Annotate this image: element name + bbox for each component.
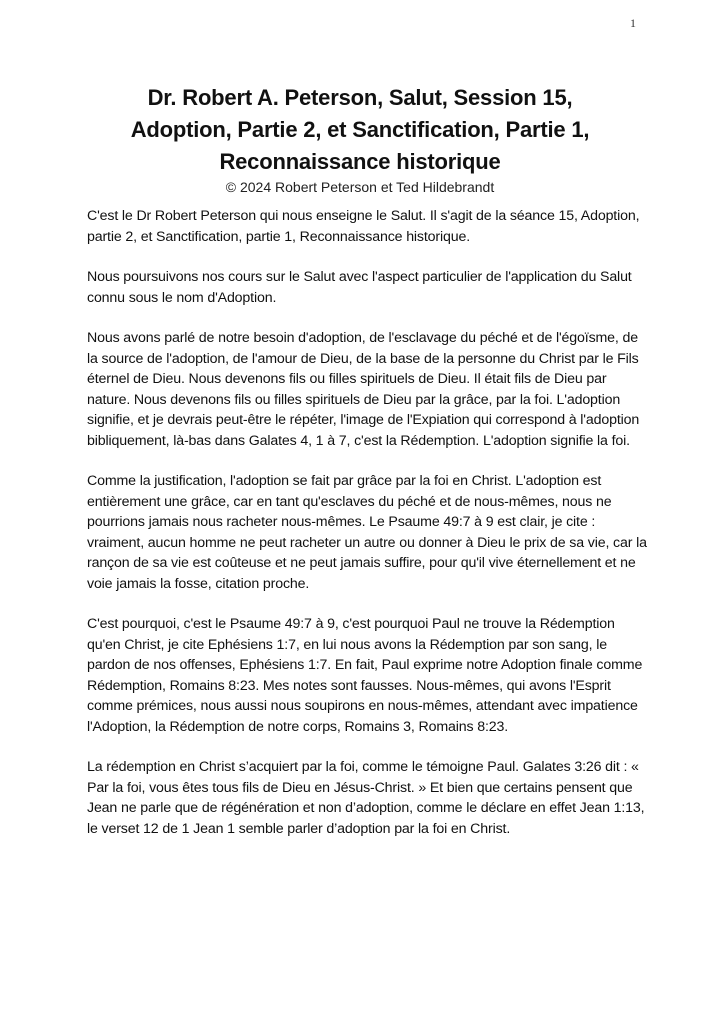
paragraph-faith: La rédemption en Christ s’acquiert par la foi, comme le témoigne Paul. Galates 3:26 dit : « Par la foi, vous êtes tous fils de Dieu en Jésus-Christ. » Et bien que certains pensent que Jean ne parle que de régénération et non d’adoption, comme le déclare en effet Jean 1:13, le verset 12 de 1 Jean 1 semble parler d’adoption par la foi en Christ. (87, 759, 645, 837)
paragraph-intro: C'est le Dr Robert Peterson qui nous enseigne le Salut. Il s'agit de la séance 15, Adoption, partie 2, et Sanctification, partie 1, Reconnaissance historique. (87, 208, 640, 245)
paragraph-adoption-review: Nous avons parlé de notre besoin d'adoption, de l'esclavage du péché et de l'égoïsme, de la source de l'adoption, de l'amour de Dieu, de la base de la personne du Christ par le Fils éternel de Dieu. Nous devenons fils ou filles spirituels de Dieu. Il était fils de Dieu par nature. Nous devenons fils ou filles spirituels de Dieu par la grâce, par la foi. L'adoption signifie, et je devrais peut-être le répéter, l'image de l'Expiation qui correspond à l'adoption bibliquement, là-bas dans Galates 4, 1 à 7, c'est la Rédemption. L'adoption signifie la foi. (87, 330, 640, 449)
page-number: 1 (630, 16, 636, 30)
paragraph-redemption: C'est pourquoi, c'est le Psaume 49:7 à 9, c'est pourquoi Paul ne trouve la Rédemption qu'en Christ, je cite Ephésiens 1:7, en lui nous avons la Rédemption par son sang, le pardon de nos offenses, Ephésiens 1:7. En fait, Paul exprime notre Adoption finale comme Rédemption, Romains 8:23. Mes notes sont fausses. Nous-mêmes, qui avons l'Esprit comme prémices, nous aussi nous soupirons en nous-mêmes, attendant avec impatience l'Adoption, la Rédemption de notre corps, Romains 3, Romains 8:23. (87, 616, 643, 735)
paragraph-justification: Comme la justification, l'adoption se fait par grâce par la foi en Christ. L'adoption est entièrement une grâce, car en tant qu'esclaves du péché et de nous-mêmes, nous ne pourrions jamais nous racheter nous-mêmes. Le Psaume 49:7 à 9 est clair, je cite : vraiment, aucun homme ne peut racheter un autre ou donner à Dieu le prix de sa vie, car la rançon de sa vie est coûteuse et ne peut jamais suffire, pour qu'il vive éternellement et ne voie jamais la fosse, citation proche. (87, 473, 647, 592)
document-body (87, 206, 647, 859)
title-line-1: Dr. Robert A. Peterson, Salut, Session 15, (147, 85, 573, 110)
document-header (60, 82, 660, 196)
title-line-2: Adoption, Partie 2, et Sanctification, Partie 1, (130, 117, 590, 142)
title-line-3: Reconnaissance historique (219, 149, 501, 174)
copyright-notice: © 2024 Robert Peterson et Ted Hildebrandt (225, 179, 495, 195)
document-title (60, 82, 660, 178)
paragraph-continuation: Nous poursuivons nos cours sur le Salut avec l'aspect particulier de l'application du Salut connu sous le nom d'Adoption. (87, 269, 632, 306)
